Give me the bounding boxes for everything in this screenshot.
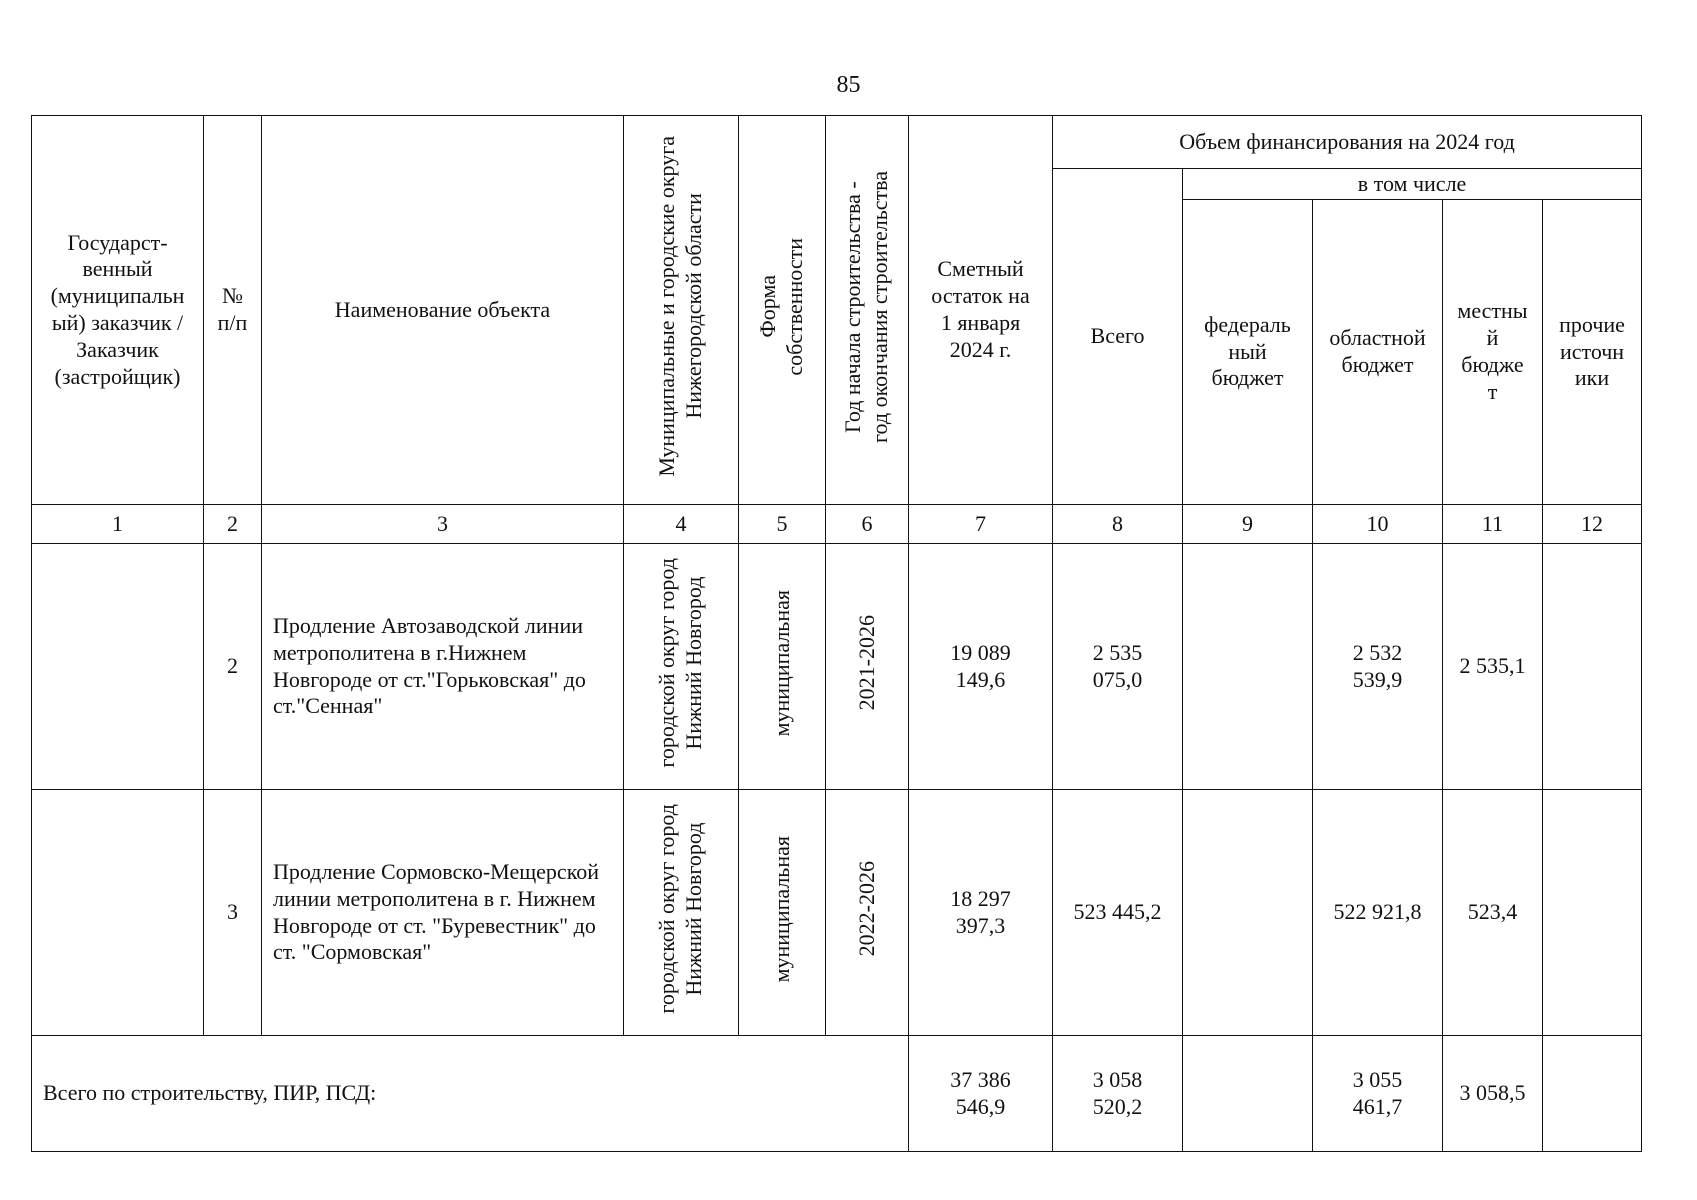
row-object-name: Продление Сормовско-Мещерской линии метрополитена в г. Нижнем Новгороде от ст. "Буревестник" до ст. "Сормовская" <box>262 790 624 1036</box>
row-years <box>826 790 909 1036</box>
row-regional: 2 532 539,9 <box>1313 544 1443 790</box>
totals-local: 3 058,5 <box>1443 1036 1543 1152</box>
header-years-text: Год начала строительства - год окончания строительства <box>840 170 892 443</box>
row-total: 2 535 075,0 <box>1053 544 1183 790</box>
row-years <box>826 544 909 790</box>
row-regional: 522 921,8 <box>1313 790 1443 1036</box>
header-federal: федераль ный бюджет <box>1183 200 1313 505</box>
row-balance: 18 297 397,3 <box>909 790 1053 1036</box>
column-number: 7 <box>909 505 1053 544</box>
header-row-1 <box>32 116 1642 169</box>
row-total: 523 445,2 <box>1053 790 1183 1036</box>
header-regional: областной бюджет <box>1313 200 1443 505</box>
header-total: Всего <box>1053 169 1183 505</box>
financing-table <box>31 115 1642 1152</box>
row-other <box>1543 544 1642 790</box>
row-years-text: 2021-2026 <box>853 615 879 711</box>
row-object-name: Продление Автозаводской линии метрополитена в г.Нижнем Новгороде от ст."Горьковская" до ст."Сенная" <box>262 544 624 790</box>
header-num: № п/п <box>204 116 262 505</box>
row-ownership-text: муниципальная <box>768 835 794 983</box>
row-other <box>1543 790 1642 1036</box>
column-number: 3 <box>262 505 624 544</box>
column-number: 12 <box>1543 505 1642 544</box>
column-number: 5 <box>739 505 826 544</box>
header-other: прочие источн ики <box>1543 200 1642 505</box>
row-federal <box>1183 544 1313 790</box>
column-number: 4 <box>624 505 739 544</box>
header-local: местны й бюдже т <box>1443 200 1543 505</box>
row-municipality <box>624 790 739 1036</box>
column-number: 10 <box>1313 505 1443 544</box>
totals-label: Всего по строительству, ПИР, ПСД: <box>32 1036 909 1152</box>
column-number: 6 <box>826 505 909 544</box>
row-num: 3 <box>204 790 262 1036</box>
header-including: в том числе <box>1183 169 1642 200</box>
row-local: 523,4 <box>1443 790 1543 1036</box>
row-ownership <box>739 790 826 1036</box>
column-number: 1 <box>32 505 204 544</box>
row-federal <box>1183 790 1313 1036</box>
row-ownership-text: муниципальная <box>768 589 794 737</box>
row-municipality <box>624 544 739 790</box>
totals-federal <box>1183 1036 1313 1152</box>
totals-total: 3 058 520,2 <box>1053 1036 1183 1152</box>
row-municipality-text: городской округ город Нижний Новгород <box>654 558 706 768</box>
header-customer: Государст- венный (муниципальн ый) заказчик / Заказчик (застройщик) <box>32 116 204 505</box>
row-balance: 19 089 149,6 <box>909 544 1053 790</box>
row-local: 2 535,1 <box>1443 544 1543 790</box>
row-municipality-text: городской округ город Нижний Новгород <box>654 804 706 1014</box>
row-num: 2 <box>204 544 262 790</box>
page-number: 85 <box>836 72 861 98</box>
table-row <box>32 544 1642 790</box>
row-customer <box>32 544 204 790</box>
header-ownership <box>739 116 826 505</box>
totals-balance: 37 386 546,9 <box>909 1036 1053 1152</box>
totals-regional: 3 055 461,7 <box>1313 1036 1443 1152</box>
column-number: 8 <box>1053 505 1183 544</box>
header-years <box>826 116 909 505</box>
header-municipality <box>624 116 739 505</box>
header-ownership-text: Форма собственности <box>755 237 807 376</box>
header-municipality-text: Муниципальные и городские округа Нижегородской области <box>654 136 706 477</box>
totals-other <box>1543 1036 1642 1152</box>
header-balance: Сметный остаток на 1 января 2024 г. <box>909 116 1053 505</box>
column-numbers-row <box>32 505 1642 544</box>
header-funding-title: Объем финансирования на 2024 год <box>1053 116 1642 169</box>
row-ownership <box>739 544 826 790</box>
column-number: 2 <box>204 505 262 544</box>
row-customer <box>32 790 204 1036</box>
column-number: 11 <box>1443 505 1543 544</box>
totals-row <box>32 1036 1642 1152</box>
column-number: 9 <box>1183 505 1313 544</box>
row-years-text: 2022-2026 <box>853 861 879 957</box>
header-object-name: Наименование объекта <box>262 116 624 505</box>
table-row <box>32 790 1642 1036</box>
